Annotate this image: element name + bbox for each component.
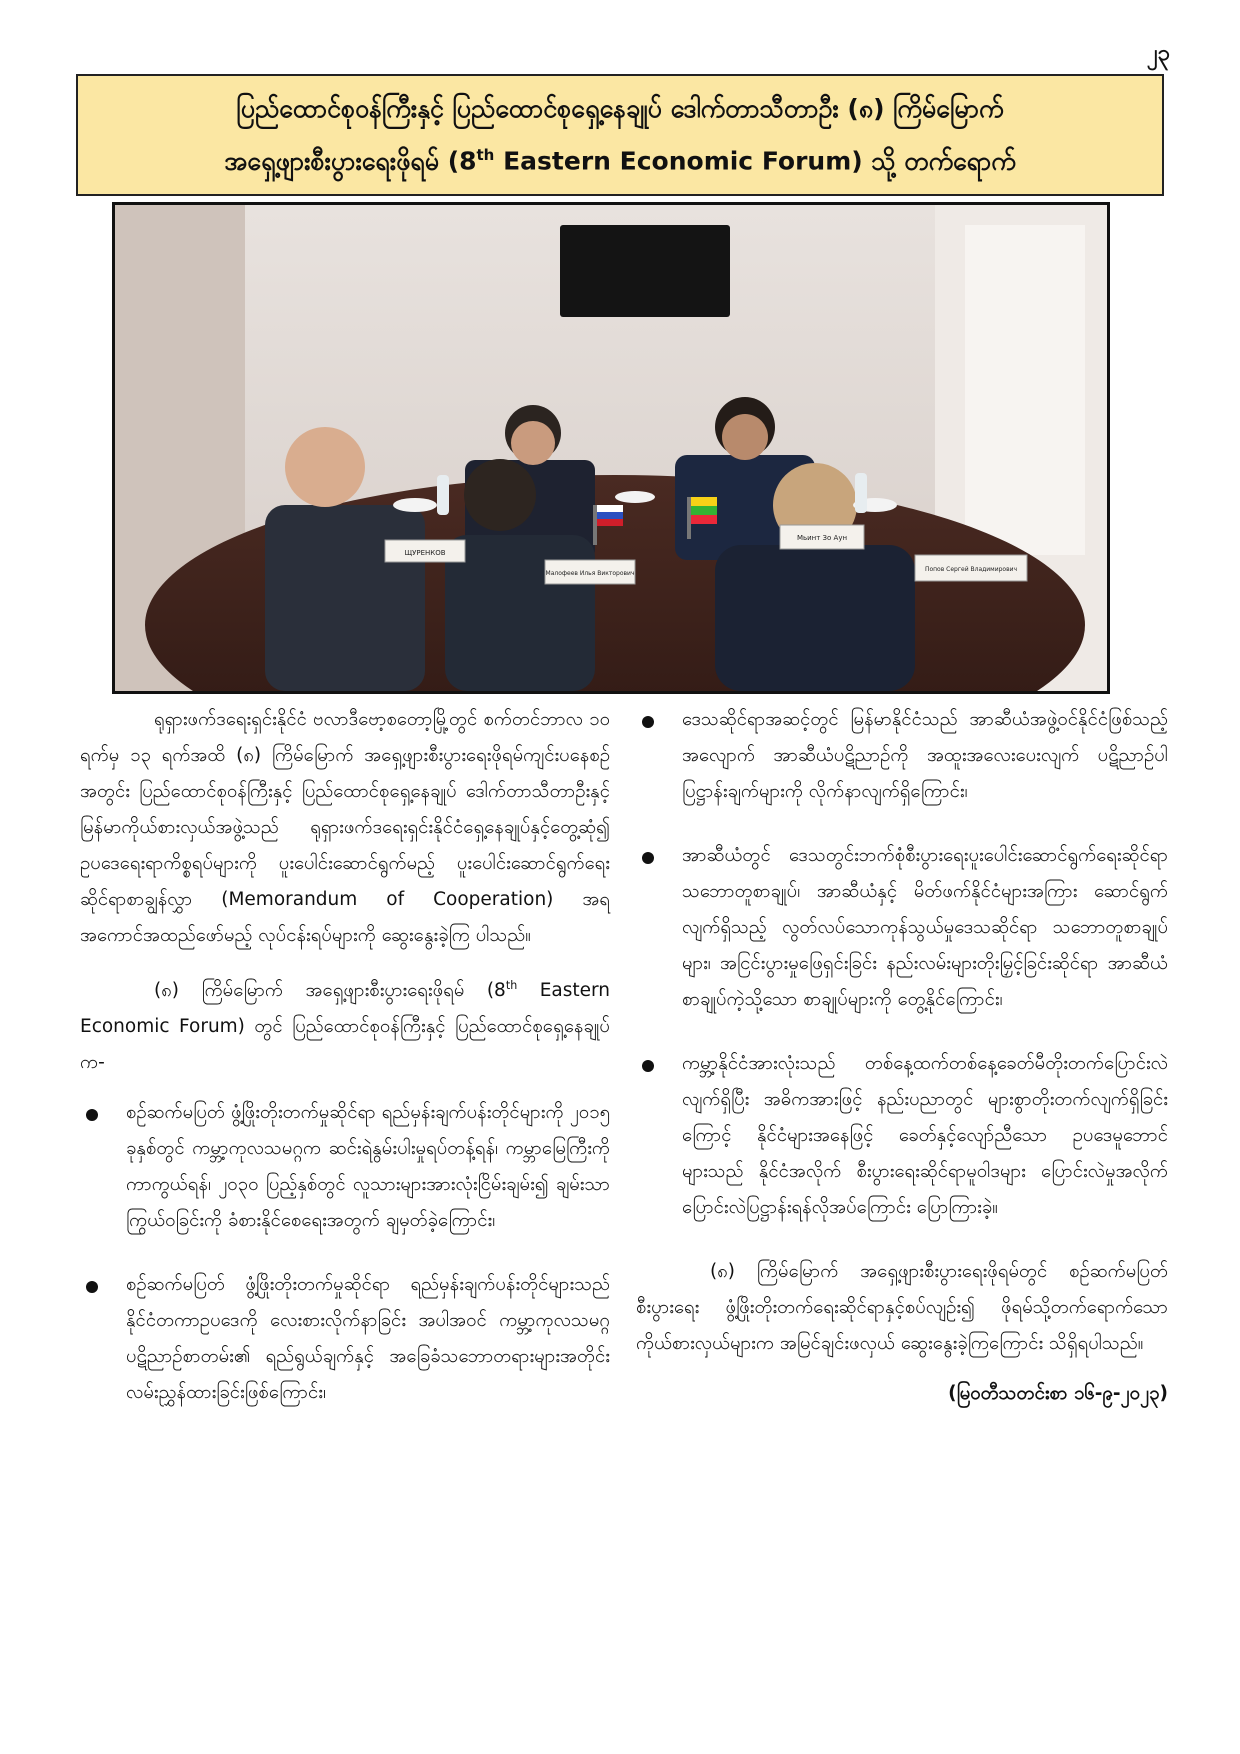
speech-intro-paragraph [80,968,610,1081]
bullet-item [636,1046,1168,1226]
bullet-text: ဒေသဆိုင်ရာအဆင့်တွင် မြန်မာနိုင်ငံသည် အာဆီယံအဖွဲ့ဝင်နိုင်ငံဖြစ်သည့်အလျောက် အာဆီယံပဋိညာဉ်ကို အထူးအလေးပေးလျက် ပဋိညာဉ်ပါ ပြဋ္ဌာန်းချက်များကို လိုက်နာလျက်ရှိကြောင်း၊ [682,709,1168,802]
bullet-item [636,702,1168,810]
left-column [80,702,610,1439]
closing-paragraph: (၈) ကြိမ်မြောက် အရှေ့ဖျားစီးပွားရေးဖိုရမ်တွင် စဉ်ဆက်မပြတ်စီးပွားရေး ဖွံ့ဖြိုးတိုးတက်ရေးဆိုင်ရာနှင့်စပ်လျဉ်း၍ ဖိုရမ်သို့တက်ရောက်သော ကိုယ်စားလှယ်များက အမြင်ချင်းဖလှယ် ဆွေးနွေးခဲ့ကြကြောင်း သိရှိရပါသည်။ [636,1261,1168,1354]
bullet-item [80,1095,610,1239]
intro-paragraph: ရုရှားဖက်ဒရေးရှင်းနိုင်ငံ ဗလာဒီဗော့စတော့မြို့တွင် စက်တင်ဘာလ ၁၀ ရက်မှ ၁၃ ရက်အထိ (၈) ကြိမ်မြောက် အရှေ့ဖျားစီးပွားရေးဖိုရမ်ကျင်းပနေစဉ်အတွင်း ပြည်ထောင်စုဝန်ကြီးနှင့် ပြည်ထောင်စုရှေ့နေချုပ် ဒေါက်တာသီတာဦးနှင့် မြန်မာကိုယ်စားလှယ်အဖွဲ့သည် ရုရှားဖက်ဒရေးရှင်းနိုင်ငံရှေ့နေချုပ်နှင့်တွေ့ဆုံ၍ ဥပဒေရေးရာကိစ္စရပ်များကို ပူးပေါင်းဆောင်ရွက်မည့် ပူးပေါင်းဆောင်ရွက်ရေးဆိုင်ရာစာချွန်လွှာ (Memorandum of Cooperation) အရ အကောင်အထည်ဖော်မည့် လုပ်ငန်းရပ်များကို ဆွေးနွေးခဲ့ကြ ပါသည်။ [80,709,610,946]
headline-line-1: ပြည်ထောင်စုဝန်ကြီးနှင့် ပြည်ထောင်စုရှေ့နေချုပ် ဒေါက်တာသီတာဦး (၈) ကြိမ်မြောက် [236,93,1004,123]
headline-superscript: th [476,145,495,164]
left-bullet-list [80,1095,610,1411]
name-card-3: Мьинт Зо Аун [796,534,848,542]
source-citation: (မြဝတီသတင်းစာ ၁၆-၉-၂၀၂၃) [948,1383,1168,1404]
right-bullet-list [636,702,1168,1226]
right-column [636,702,1168,1412]
headline-line-2-end: Eastern Economic Forum) သို့ တက်ရောက် [494,146,1016,176]
bullet-dot-icon [642,1060,654,1072]
name-card-4: Попов Сергей Владимирович [924,566,1018,573]
bullet-dot-icon [642,852,654,864]
speech-intro-superscript: th [505,979,518,992]
page-number: ၂၃ [1146,41,1170,66]
name-card-2: Малофеев Илья Викторович [545,570,635,577]
name-card-1: ЩУРЕНКОВ [404,549,446,557]
bullet-item [80,1267,610,1411]
headline-box [76,74,1164,196]
speech-intro-end: Eastern Economic Forum) တွင် ပြည်ထောင်စုဝန်ကြီးနှင့် ပြည်ထောင်စုရှေ့နေချုပ်က- [80,980,610,1074]
bullet-dot-icon [642,716,654,728]
bullet-text: ကမ္ဘာ့နိုင်ငံအားလုံးသည် တစ်နေ့ထက်တစ်နေ့ခေတ်မီတိုးတက်ပြောင်းလဲလျက်ရှိပြီး အဓိကအားဖြင့် နည်းပညာတွင် များစွာတိုးတက်လျက်ရှိခြင်းကြောင့် နိုင်ငံများအနေဖြင့် ခေတ်နှင့်လျော်ညီသော ဥပဒေမူဘောင်များသည် နိုင်ငံအလိုက် စီးပွားရေးဆိုင်ရာမူဝါဒများ ပြောင်းလဲမှုအလိုက် ပြောင်းလဲပြဋ္ဌာန်းရန်လိုအပ်ကြောင်း ပြောကြားခဲ့။ [682,1053,1168,1218]
speech-intro-start: (၈) ကြိမ်မြောက် အရှေ့ဖျားစီးပွားရေးဖိုရမ် (8 [154,980,506,1002]
bullet-text: အာဆီယံတွင် ဒေသတွင်းဘက်စုံစီးပွားရေးပူးပေါင်းဆောင်ရွက်ရေးဆိုင်ရာ သဘောတူစာချုပ်၊ အာဆီယံနှင့် မိတ်ဖက်နိုင်ငံများအကြား ဆောင်ရွက်လျက်ရှိသည့် လွတ်လပ်သောကုန်သွယ်မှုဒေသဆိုင်ရာ သဘောတူစာချုပ်များ၊ အငြင်းပွားမှုဖြေရှင်းခြင်း နည်းလမ်းများတိုးမြှင့်ခြင်းဆိုင်ရာ အာဆီယံစာချုပ်ကဲ့သို့သော စာချုပ်များကို တွေ့နိုင်ကြောင်း၊ [682,845,1168,1010]
headline-line-2 [224,132,1015,184]
bullet-dot-icon [86,1109,98,1121]
meeting-photo [112,202,1110,694]
bullet-text: စဉ်ဆက်မပြတ် ဖွံ့ဖြိုးတိုးတက်မှုဆိုင်ရာ ရည်မှန်းချက်ပန်းတိုင်များသည် နိုင်ငံတကာဥပဒေကို လေးစားလိုက်နာခြင်း အပါအဝင် ကမ္ဘာ့ကုလသမဂ္ဂ ပဋိညာဉ်စာတမ်း၏ ရည်ရွယ်ချက်နှင့် အခြေခံသဘောတရားများအတိုင်း လမ်းညွှန်ထားခြင်းဖြစ်ကြောင်း၊ [126,1274,610,1404]
bullet-item [636,838,1168,1018]
bullet-text: စဉ်ဆက်မပြတ် ဖွံ့ဖြိုးတိုးတက်မှုဆိုင်ရာ ရည်မှန်းချက်ပန်းတိုင်များကို ၂၀၁၅ ခုနှစ်တွင် ကမ္ဘာ့ကုလသမဂ္ဂက ဆင်းရဲနွမ်းပါးမှုရပ်တန့်ရန်၊ ကမ္ဘာမြေကြီးကို ကာကွယ်ရန်၊ ၂၀၃၀ ပြည့်နှစ်တွင် လူသားများအားလုံးငြိမ်းချမ်း၍ ချမ်းသာကြွယ်ဝခြင်းကို ခံစားနိုင်စေရေးအတွက် ချမှတ်ခဲ့ကြောင်း၊ [126,1102,610,1232]
bullet-dot-icon [86,1281,98,1293]
headline-line-2-start: အရှေ့ဖျားစီးပွားရေးဖိုရမ် (8 [224,146,477,176]
